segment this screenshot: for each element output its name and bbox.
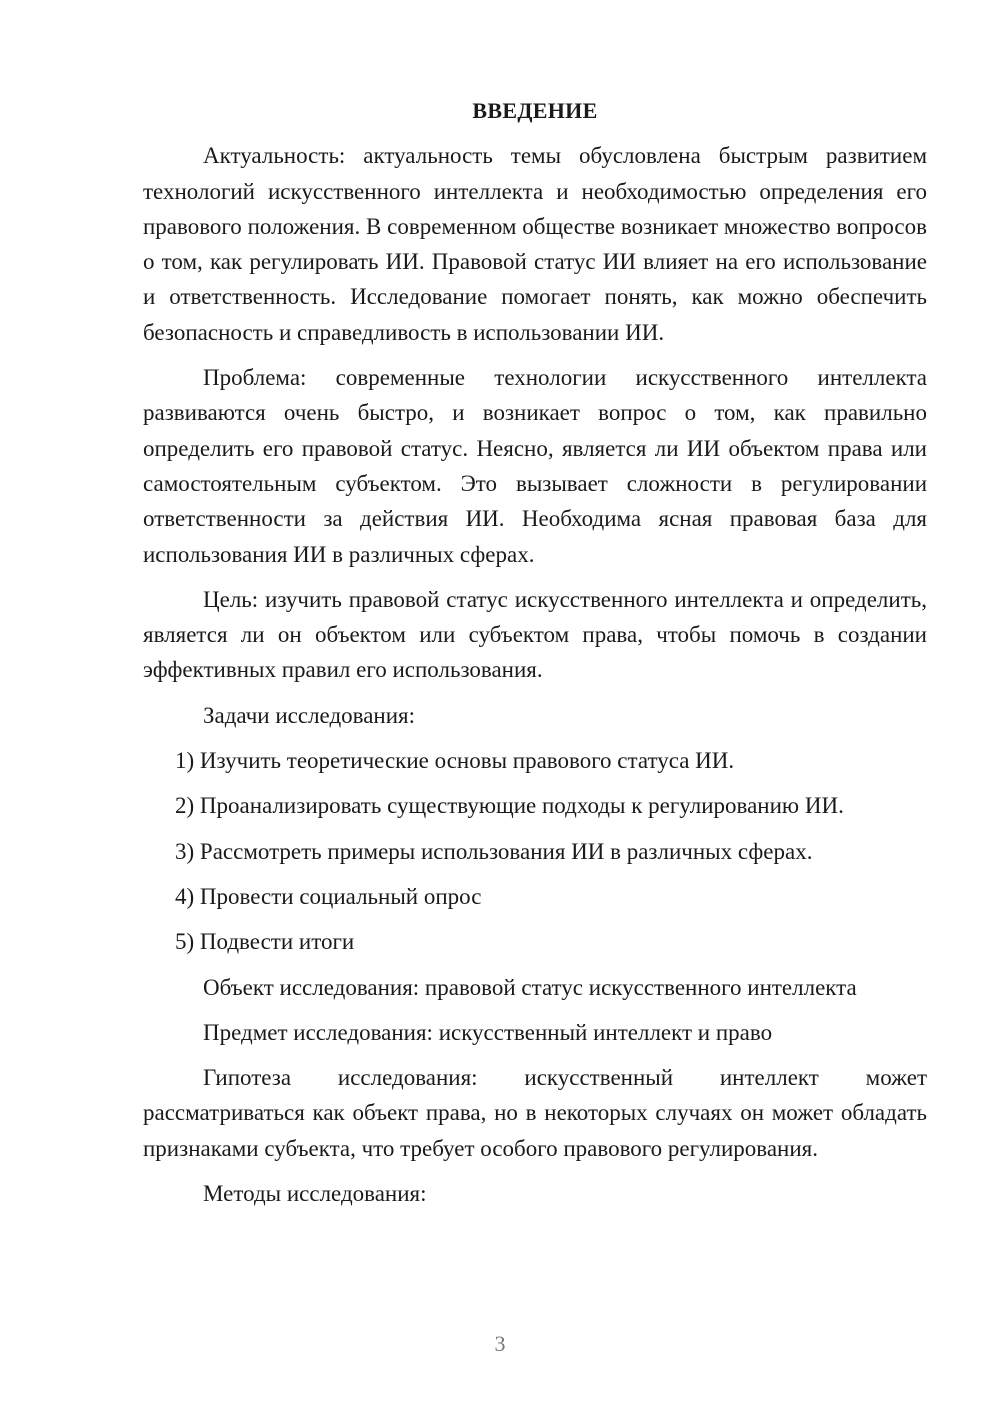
research-object: Объект исследования: правовой статус искусственного интеллекта (203, 974, 857, 1000)
relevance-paragraph: Актуальность: актуальность темы обусловлена быстрым развитием технологий искусственного интеллекта и необходимостью определения его правового положения. В современном обществе возникает множество вопросов о том, как регулировать ИИ. Правовой статус ИИ влияет на его использование и ответственность. Исследование помогает понять, как можно обеспечить безопасность и справедливость в использовании ИИ. (143, 143, 927, 345)
tasks-heading: Задачи исследования: (203, 702, 416, 728)
page-number: 3 (494, 1331, 506, 1356)
task-item: 5) Подвести итоги (175, 929, 355, 955)
research-subject: Предмет исследования: искусственный интеллект и право (203, 1019, 773, 1045)
task-item: 2) Проанализировать существующие подходы к регулированию ИИ. (175, 793, 844, 819)
tasks-list (143, 743, 927, 959)
hypothesis-paragraph: Гипотеза исследования: искусственный интеллект может рассматриваться как объект права, но в некоторых случаях он может обладать признаками субъекта, что требует особого правового регулирования. (143, 1065, 927, 1161)
problem-paragraph: Проблема: современные технологии искусственного интеллекта развиваются очень быстро, и возникает вопрос о том, как правильно определить его правовой статус. Неясно, является ли ИИ объектом права или самостоятельным субъектом. Это вызывает сложности в регулировании ответственности за действия ИИ. Необходима ясная правовая база для использования ИИ в различных сферах. (143, 365, 927, 567)
section-title: ВВЕДЕНИЕ (472, 98, 598, 123)
methods-heading: Методы исследования: (203, 1181, 427, 1207)
task-item: 4) Провести социальный опрос (175, 883, 482, 909)
task-item: 3) Рассмотреть примеры использования ИИ в различных сферах. (175, 838, 813, 864)
goal-paragraph: Цель: изучить правовой статус искусственного интеллекта и определить, является ли он объектом или субъектом права, чтобы помочь в создании эффективных правил его использования. (143, 586, 927, 683)
task-item: 1) Изучить теоретические основы правового статуса ИИ. (175, 748, 735, 774)
document-page (143, 93, 927, 1221)
